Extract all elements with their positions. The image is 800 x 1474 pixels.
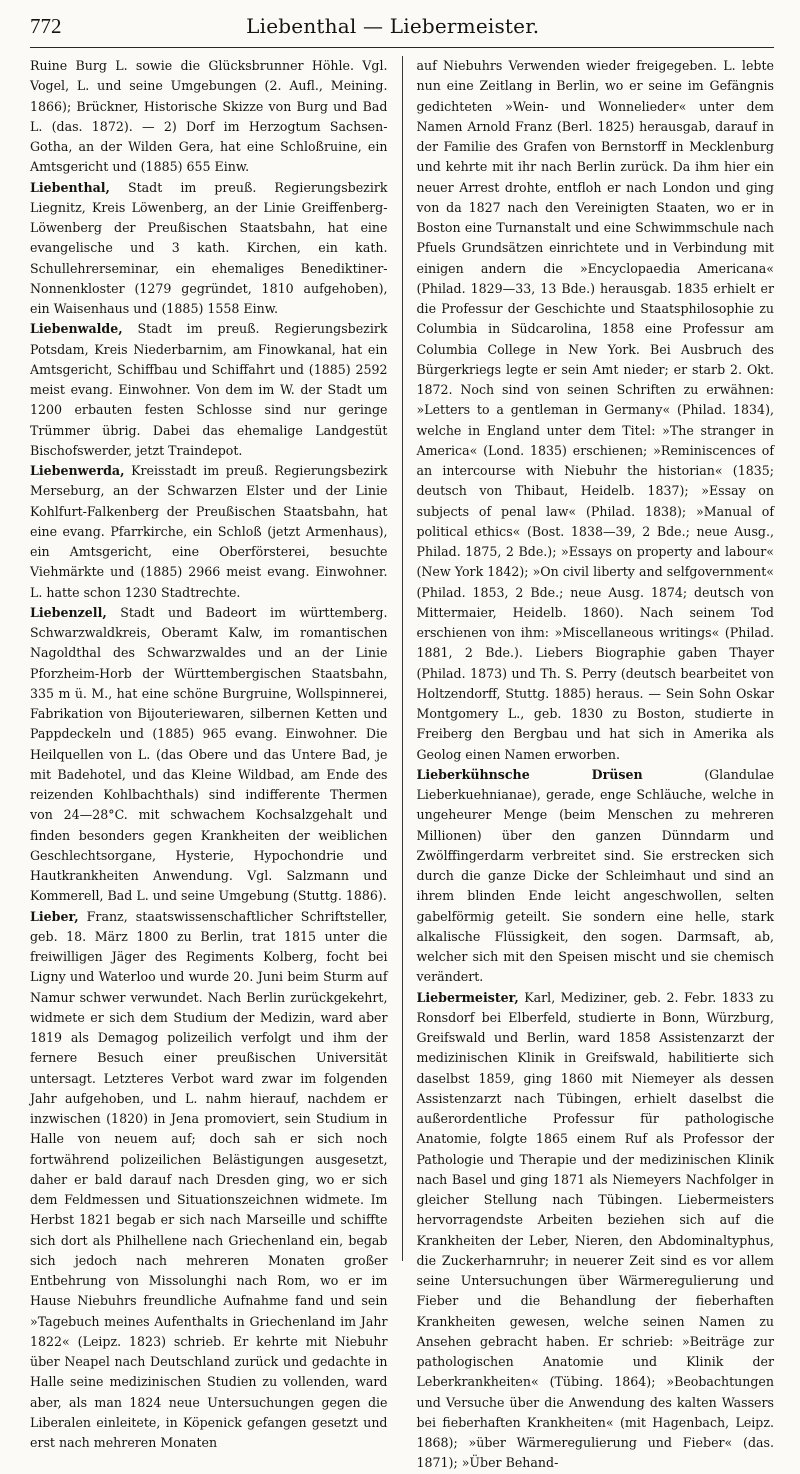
entry-lemma: Lieberkühnsche Drüsen — [416, 766, 643, 782]
entry-text: auf Niebuhrs Verwenden wieder freigegeben. L. lebte nun eine Zeitlang in Berlin, wo er seine im Gefängnis gedichteten »Wein- und Wonnelieder« unter dem Namen Arnold Franz (Berl. 1825) herausgab, darauf in der Familie des Grafen von Bernstorff in Mecklenburg und kehrte mit ihr nach Berlin zurück. Da ihm hier ein neuer Arrest drohte, entfloh er nach London und ging von da 1827 nach den Vereinigten Staaten, wo er in Boston eine Turnanstalt und eine Schwimmschule nach Pfuels Grundsätzen einrichtete und in Verbindung mit einigen andern die »Encyclopaedia Americana« (Philad. 1829—33, 13 Bde.) herausgab. 1835 erhielt er die Professur der Geschichte und Staatsphilosophie zu Columbia in Südcarolina, 1858 eine Professur am Columbia College in New York. Bei Ausbruch des Bürgerkriegs legte er sein Amt nieder; er starb 2. Okt. 1872. Noch sind von seinen Schriften zu erwähnen: »Letters to a gentleman in Germany« (Philad. 1834), welche in England unter dem Titel: »The stranger in America« (Lond. 1835) erschienen; »Reminiscences of an intercourse with Niebuhr the historian« (1835; deutsch von Thibaut, Heidelb. 1837); »Essay on subjects of penal law« (Philad. 1838); »Manual of political ethics« (Bost. 1838—39, 2 Bde.; neue Ausg., Philad. 1875, 2 Bde.); »Essays on property and labour« (New York 1842); »On civil liberty and selfgovernment« (Philad. 1853, 2 Bde.; neue Ausg. 1874; deutsch von Mittermaier, Heidelb. 1860). Nach seinem Tod erschienen von ihm: »Miscellaneous writings« (Philad. 1881, 2 Bde.). Liebers Biographie gaben Thayer (Philad. 1873) und Th. S. Perry (deutsch bearbeitet von Holtzendorff, Stuttg. 1885) heraus. — Sein Sohn Oskar Montgomery L., geb. 1830 zu Boston, studierte in Freiberg den Bergbau und hat sich in Amerika als Geolog einen Namen erworben. — [416, 58, 774, 762]
entry-text: Kreisstadt im preuß. Regierungsbezirk Merseburg, an der Schwarzen Elster und der Linie Kohlfurt-Falkenberg der Preußischen Staatsbahn, hat eine evang. Pfarrkirche, ein Schloß (jetzt Armenhaus), ein Amtsgericht, eine Oberförsterei, besuchte Viehmärkte und (1885) 2966 meist evang. Einwohner. L. hatte schon 1230 Stadtrechte. — [30, 463, 388, 600]
column-divider — [402, 56, 403, 1261]
entry-burg-continuation — [30, 56, 388, 178]
entry-text: Franz, staatswissenschaftlicher Schriftsteller, geb. 18. März 1800 zu Berlin, trat 1815 unter die freiwilligen Jäger des Regiments Kolberg, focht bei Ligny und Waterloo und wurde 20. Juni beim Sturm auf Namur schwer verwundet. Nach Berlin zurückgekehrt, widmete er sich dem Studium der Medizin, ward aber 1819 als Demagog polizeilich verfolgt und ihm der fernere Besuch einer preußischen Universität untersagt. Letzteres Verbot ward zwar im folgenden Jahr aufgehoben, und L. nahm hierauf, nachdem er inzwischen (1820) in Jena promoviert, sein Studium in Halle von neuem auf; doch sah er sich noch fortwährend polizeilichen Belästigungen ausgesetzt, daher er bald darauf nach Dresden ging, wo er sich dem Feldmessen und Situationszeichnen widmete. Im Herbst 1821 begab er sich nach Marseille und schiffte sich dort als Philhellene nach Griechenland ein, begab sich jedoch nach mehreren Monaten großer Entbehrung von Missolunghi nach Rom, wo er im Hause Niebuhrs freundliche Aufnahme fand und sein »Tagebuch meines Aufenthalts in Griechenland im Jahr 1822« (Leipz. 1823) schrieb. Er kehrte mit Niebuhr über Neapel nach Deutschland zurück und gedachte in Halle seine medizinischen Studien zu vollenden, ward aber, als man 1824 neue Untersuchungen gegen die Liberalen einleitete, in Köpenick gefangen gesetzt und erst nach mehreren Monaten — [30, 908, 388, 1450]
entry-lemma: Liebenzell, — [30, 604, 107, 620]
entry-text: Stadt und Badeort im württemberg. Schwarzwaldkreis, Oberamt Kalw, im romantischen Nagoldthal des Schwarzwaldes und an der Linie Pforzheim-Horb der Württembergischen Staatsbahn, 335 m ü. M., hat eine schöne Burgruine, Wollspinnerei, Fabrikation von Bijouteriewaren, silbernen Ketten und Pappdeckeln und (1885) 965 evang. Einwohner. Die Heilquellen von L. (das Obere und das Untere Bad, je mit Badehotel, und das Kleine Wildbad, am Ende des reizenden Kohlbachthals) sind indifferente Thermen von 24—28°C. mit schwachem Kochsalzgehalt und finden besonders gegen Krankheiten der weiblichen Geschlechtsorgane, Hysterie, Hypochondrie und Hautkrankheiten Anwendung. Vgl. Salzmann und Kommerell, Bad L. und seine Umgebung (Stuttg. 1886). — [30, 604, 388, 904]
entry-lemma: Liebenwalde, — [30, 321, 123, 337]
page-header — [30, 14, 774, 44]
entry-liebenthal — [30, 178, 388, 320]
entry-liebermeister — [417, 988, 775, 1474]
entry-lemma: Lieber, — [30, 908, 79, 924]
entry-text: Karl, Mediziner, geb. 2. Febr. 1833 zu Ronsdorf bei Elberfeld, studierte in Bonn, Würzburg, Greifswald und Berlin, ward 1858 Assistenzarzt der medizinischen Klinik in Greifswald, habilitierte sich daselbst 1859, ging 1860 mit Niemeyer als dessen Assistenzarzt nach Tübingen, erhielt daselbst die außerordentliche Professur für pathologische Anatomie, folgte 1865 einem Ruf als Professor der Pathologie und Therapie und der medizinischen Klinik nach Basel und ging 1871 als Niemeyers Nachfolger in gleicher Stellung nach Tübingen. Liebermeisters hervorragendste Arbeiten beziehen sich auf die Krankheiten der Leber, Nieren, den Abdominaltyphus, die Zuckerharnruhr; in neuerer Zeit sind es vor allem seine Untersuchungen über Wärmeregulierung und Fieber und die Behandlung der fieberhaften Krankheiten gewesen, welche seinen Namen zu Ansehen gebracht haben. Er schrieb: »Beiträge zur pathologischen Anatomie und Klinik der Leberkrankheiten« (Tübing. 1864); »Beobachtungen und Versuche über die Anwendung des kalten Wassers bei fieberhaften Krankheiten« (mit Hagenbach, Leipz. 1868); »über Wärmeregulierung und Fieber« (das. 1871); »Über Behand- — [416, 989, 774, 1471]
entry-text: (Glandulae Lieberkuehnianae), gerade, enge Schläuche, welche in ungeheurer Menge (beim Menschen zu mehreren Millionen) über den ganzen Dünndarm und Zwölffingerdarm verbreitet sind. Sie erstrecken sich durch die ganze Dicke der Schleimhaut und sind an ihrem blinden Ende leicht angeschwollen, selten gabelförmig geteilt. Sie sondern eine helle, stark alkalische Flüssigkeit, den sogen. Darmsaft, ab, welcher sich mit den Speisen mischt und sie chemisch verändert. — [416, 766, 774, 985]
entry-text: Ruine Burg L. sowie die Glücksbrunner Höhle. Vgl. Vogel, L. und seine Umgebungen (2. Aufl., Meining. 1866); Brückner, Historische Skizze von Burg und Bad L. (das. 1872). — 2) Dorf im Herzogtum Sachsen-Gotha, an der Wilden Gera, hat eine Schloßruine, ein Amtsgericht und (1885) 655 Einw. — [30, 58, 388, 175]
entry-text: Stadt im preuß. Regierungsbezirk Potsdam, Kreis Niederbarnim, am Finowkanal, hat ein Amtsgericht, Schiffbau und Schiffahrt und (1885) 2592 meist evang. Einwohner. Von dem im W. der Stadt um 1200 erbauten festen Schlosse sind nur geringe Trümmer übrig. Dabei das ehemalige Landgestüt Bischofswerder, jetzt Traindepot. — [30, 321, 388, 458]
entry-lemma: Liebermeister, — [416, 989, 519, 1005]
entry-liebenzell — [30, 603, 388, 907]
text-columns — [30, 56, 774, 1471]
entry-lieberkuehnsche-druesen — [417, 765, 775, 988]
entry-liebenwalde — [30, 319, 388, 461]
entry-lieber-continuation — [417, 56, 775, 765]
entry-text: Stadt im preuß. Regierungsbezirk Liegnitz, Kreis Löwenberg, an der Linie Greiffenberg-Löwenberg der Preußischen Staatsbahn, hat eine evangelische und 3 kath. Kirchen, ein kath. Schullehrerseminar, ein ehemaliges Benediktiner-Nonnenkloster (1279 gegründet, 1810 aufgehoben), ein Waisenhaus und (1885) 1558 Einw. — [30, 179, 388, 316]
running-head: Liebenthal — Liebermeister. — [246, 14, 540, 38]
header-rule — [30, 47, 774, 48]
entry-lieber — [30, 907, 388, 1454]
left-column — [30, 56, 388, 1450]
page-number: 772 — [30, 14, 62, 38]
entry-liebenwerda — [30, 461, 388, 603]
right-column — [416, 56, 775, 1471]
entry-lemma: Liebenthal, — [30, 179, 110, 195]
entry-lemma: Liebenwerda, — [30, 463, 125, 478]
